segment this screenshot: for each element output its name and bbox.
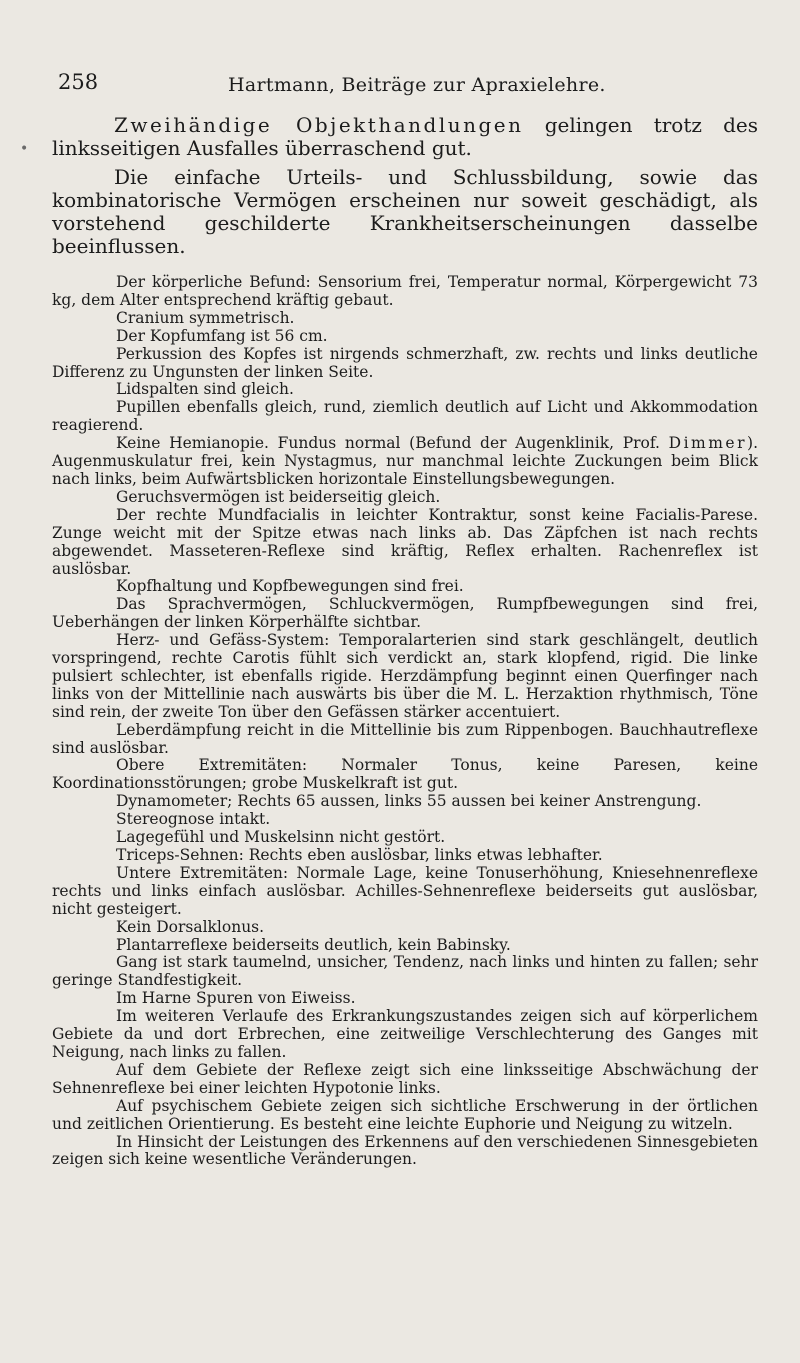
paragraph: Lagegefühl und Muskelsinn nicht gestört.: [116, 828, 446, 847]
paragraph: Leberdämpfung reicht in die Mittellinie bis zum Rippenbogen. Bauchhautreflexe sind auslösbar.: [52, 720, 758, 757]
paragraph-text: Keine Hemianopie. Fundus normal (Befund der Augenklinik, Prof.: [116, 434, 669, 453]
paragraph: Der rechte Mundfacialis in leichter Kontraktur, sonst keine Facialis-Parese. Zunge weicht mit der Spitze etwas nach links ab. Das Zäpfchen ist nach rechts abgewendet. Masseteren-Reflexe sind kräftig, Reflex erhalten. Rachenreflex ist auslösbar.: [52, 505, 758, 578]
paragraph: Dynamometer; Rechts 65 aussen, links 55 aussen bei keiner Anstrengung.: [116, 792, 702, 811]
paragraph: Triceps-Sehnen: Rechts eben auslösbar, links etwas lebhafter.: [116, 846, 603, 864]
page-number: 258: [58, 70, 99, 94]
page-header: [58, 70, 750, 98]
paragraph: Pupillen ebenfalls gleich, rund, ziemlich deutlich auf Licht und Akkommodation reagierend.: [52, 398, 758, 435]
paragraph: Auf psychischem Gebiete zeigen sich sichtliche Erschwerung in der örtlichen und zeitlichen Orientierung. Es besteht eine leichte Euphorie und Neigung zu witzeln.: [52, 1096, 758, 1133]
paragraph: Kopfhaltung und Kopfbewegungen sind frei.: [116, 577, 464, 596]
spaced-lead: Zweihändige Objekthandlungen: [114, 113, 524, 137]
paragraph: [52, 114, 758, 160]
paragraph: Gang ist stark taumelnd, unsicher, Tendenz, nach links und hinten zu fallen; sehr geringe Standfestigkeit.: [52, 953, 758, 990]
paragraph: Geruchsvermögen ist beiderseitig gleich.: [116, 487, 441, 506]
paragraph: Lidspalten sind gleich.: [116, 380, 294, 399]
paragraph: Untere Extremitäten: Normale Lage, keine Tonuserhöhung, Kniesehnenreflexe rechts und links einfach auslösbar. Achilles-Sehnenreflexe beiderseits gut auslösbar, nicht gesteigert.: [52, 863, 758, 918]
spaced-name: Dimmer: [668, 434, 748, 453]
paragraph: Der körperliche Befund: Sensorium frei, Temperatur normal, Körpergewicht 73 kg, dem Alter entsprechend kräftig gebaut.: [52, 273, 758, 309]
paragraph: Plantarreflexe beiderseits deutlich, kein Babinsky.: [116, 935, 511, 954]
paragraph: [52, 435, 758, 489]
paragraph: Auf dem Gebiete der Reflexe zeigt sich eine linksseitige Abschwächung der Sehnenreflexe bei einer leichten Hypotonie links.: [52, 1060, 758, 1097]
paragraph: In Hinsicht der Leistungen des Erkennens auf den verschiedenen Sinnesgebieten zeigen sich keine wesentliche Veränderungen.: [52, 1132, 758, 1169]
paragraph-text: ). Augenmuskulatur frei, kein Nystagmus, nur manchmal leichte Zuckungen beim Blick nach links, beim Aufwärtsblicken horizontale Einstellungsbewegungen.: [52, 434, 758, 488]
paragraph: Obere Extremitäten: Normaler Tonus, keine Paresen, keine Koordinationsstörungen; grobe Muskelkraft ist gut.: [52, 756, 758, 793]
margin-speck: •: [20, 141, 29, 157]
paragraph-text: gelingen trotz des linksseitigen Ausfalles überraschend gut.: [52, 113, 758, 160]
paragraph: Der Kopfumfang ist 56 cm.: [116, 326, 328, 345]
large-type-section: [52, 114, 758, 258]
paragraph: Kein Dorsalklonus.: [116, 917, 265, 936]
paragraph: Herz- und Gefäss-System: Temporalarterien sind stark geschlängelt, deutlich vorspringend, rechte Carotis fühlt sich verdickt an, stark klopfend, rigid. Die linke pulsiert schlechter, ist ebenfalls rigide. Herzdämpfung beginnt einen Querfinger nach links von der Mittellinie nach auswärts bis über die M. L. Herzaktion rhythmisch, Töne sind rein, der zweite Ton über den Gefässen stärker accentuiert.: [52, 631, 758, 721]
running-title: Hartmann, Beiträge zur Apraxielehre.: [228, 74, 606, 96]
paragraph: Die einfache Urteils- und Schlussbildung, sowie das kombinatorische Vermögen erscheinen nur soweit geschädigt, als vorstehend geschilderte Krankheitserscheinungen dasselbe beeinflussen.: [52, 165, 758, 258]
paragraph: Im weiteren Verlaufe des Erkrankungszustandes zeigen sich auf körperlichem Gebiete da und dort Erbrechen, eine zeitweilige Verschlechterung des Ganges mit Neigung, nach links zu fallen.: [52, 1007, 758, 1061]
small-type-section: [52, 274, 758, 1169]
paragraph: Perkussion des Kopfes ist nirgends schmerzhaft, zw. rechts und links deutliche Differenz zu Ungunsten der linken Seite.: [52, 344, 758, 381]
paragraph: Das Sprachvermögen, Schluckvermögen, Rumpfbewegungen sind frei, Ueberhängen der linken Körperhälfte sichtbar.: [52, 595, 758, 632]
paragraph: Im Harne Spuren von Eiweiss.: [116, 989, 356, 1008]
paragraph: Cranium symmetrisch.: [116, 308, 295, 327]
paragraph: Stereognose intakt.: [116, 810, 271, 829]
page-body: [52, 114, 758, 1169]
